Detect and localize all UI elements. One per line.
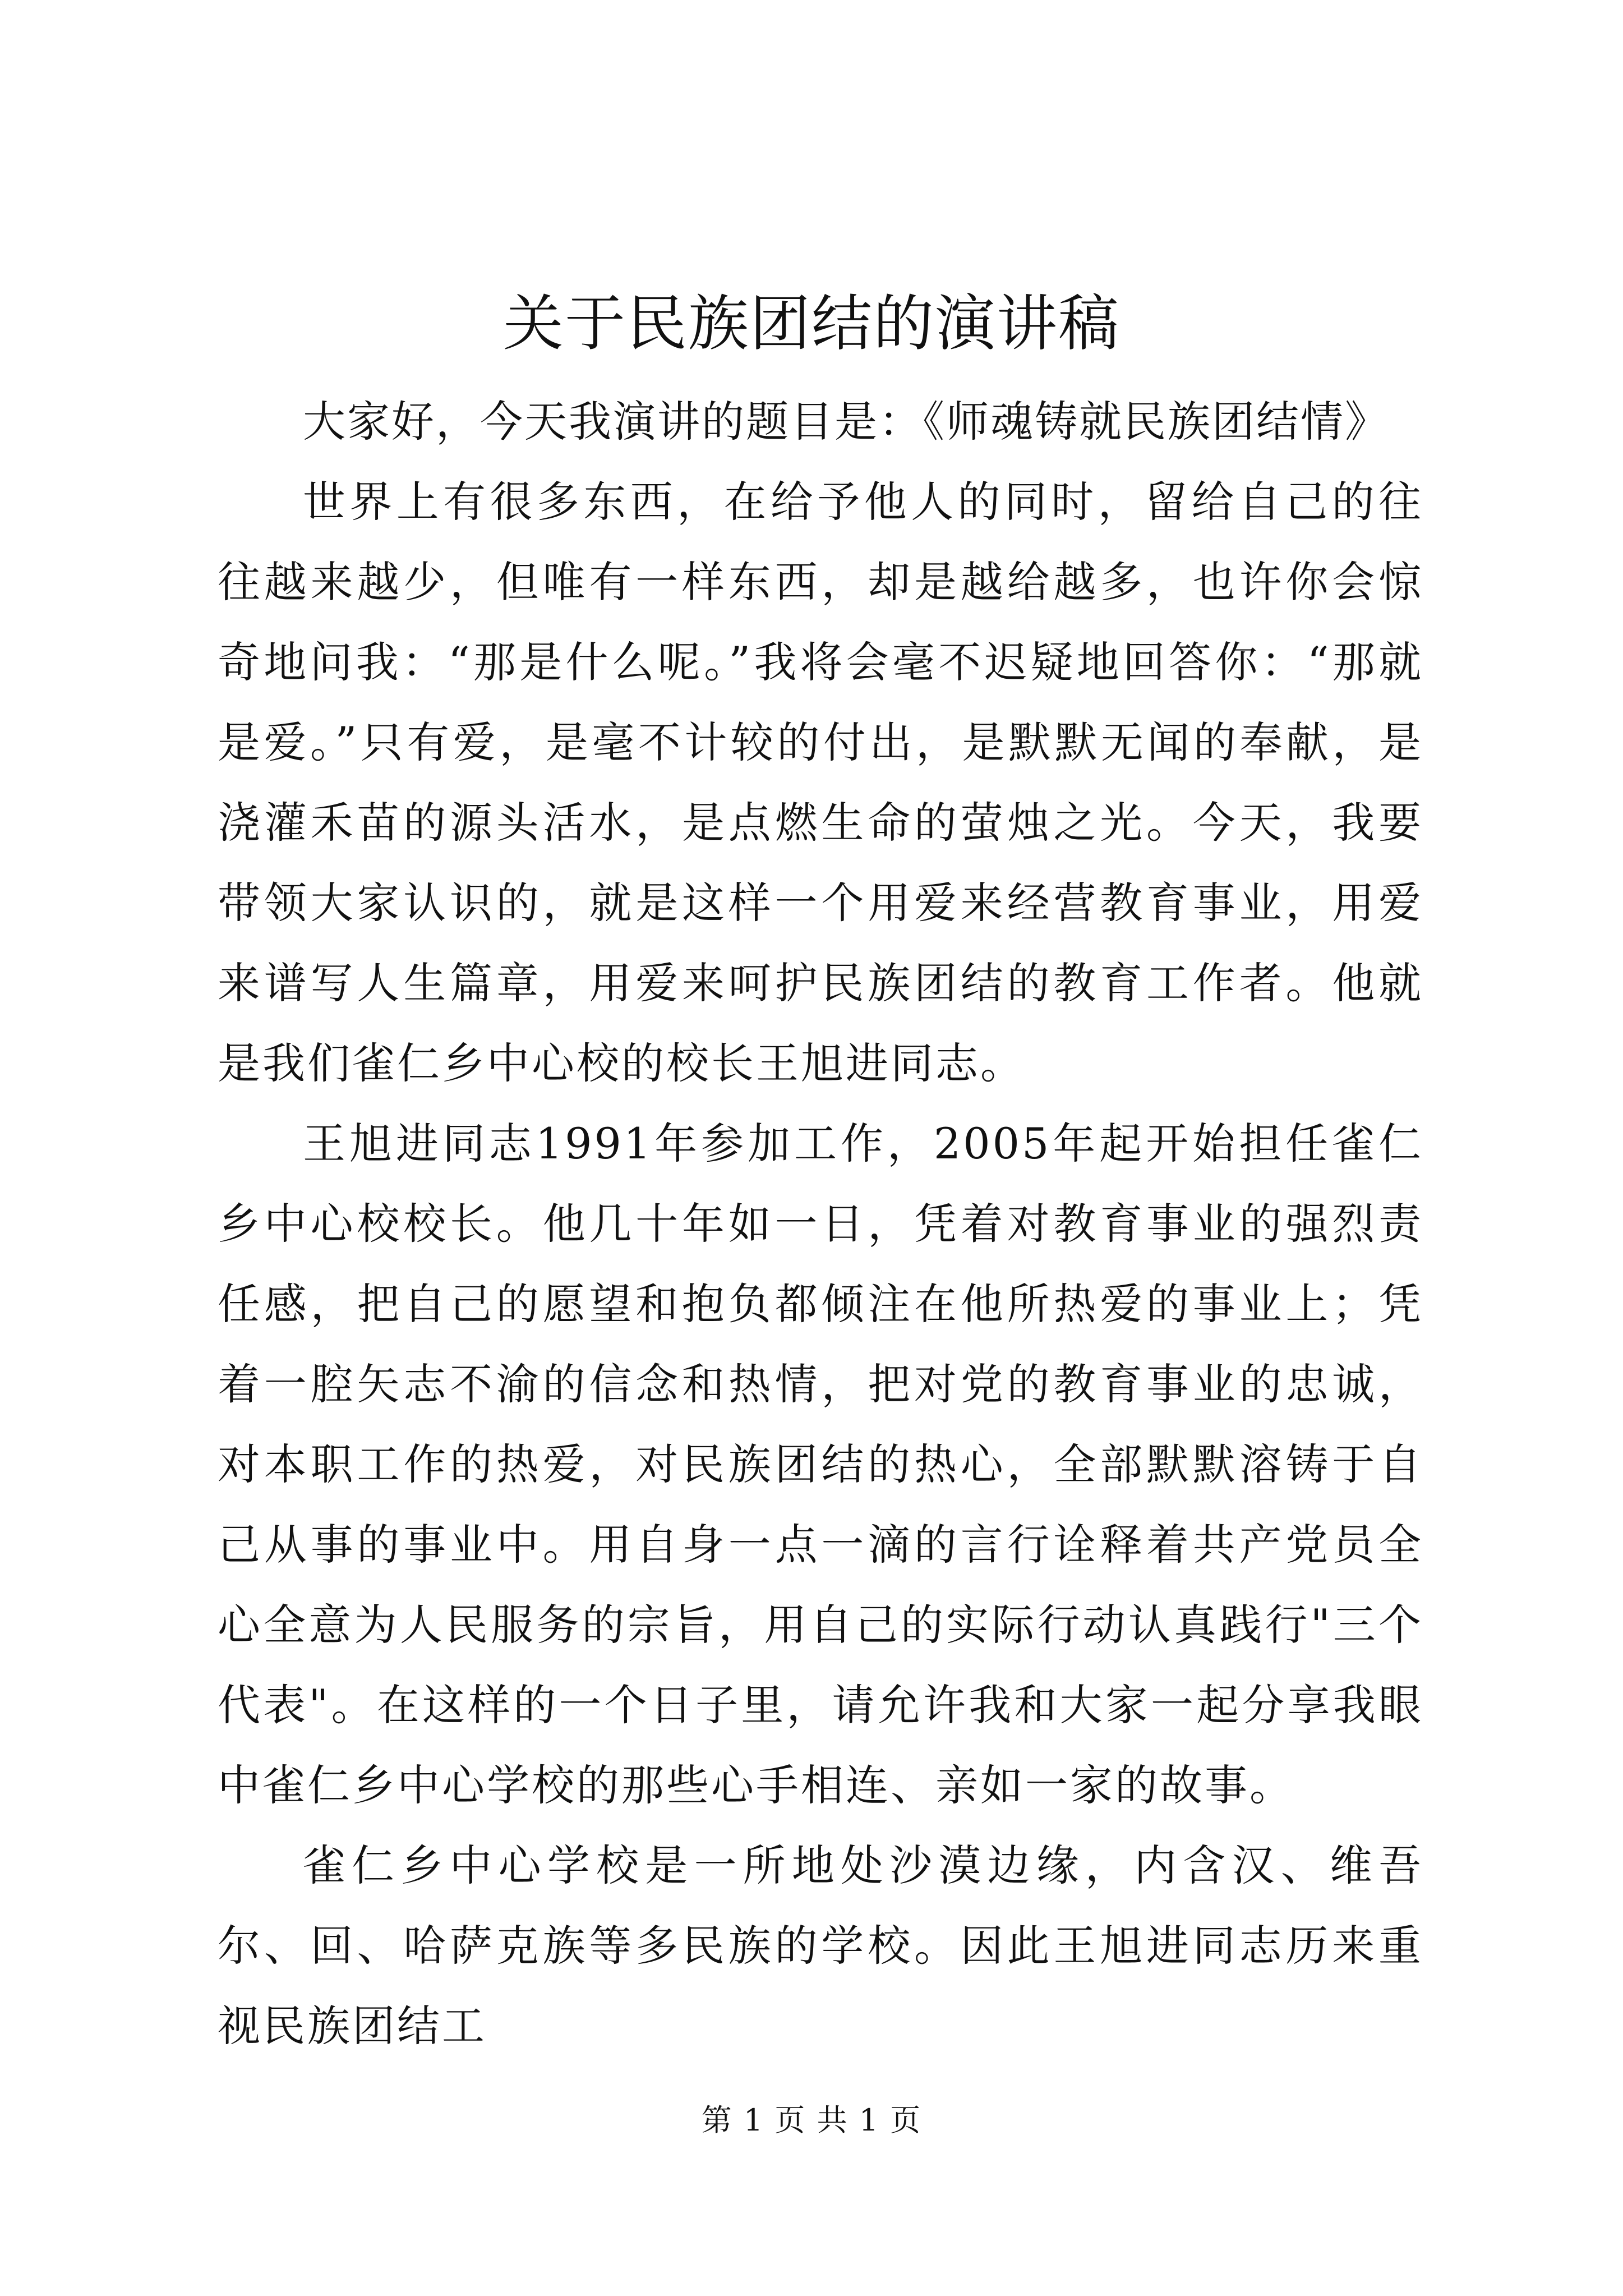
paragraph-school: 雀仁乡中心学校是一所地处沙漠边缘，内含汉、维吾尔、回、哈萨克族等多民族的学校。因此王旭进同志历来重视民族团结工 [218, 1841, 1423, 2051]
document-title: 关于民族团结的演讲稿 [502, 289, 1120, 359]
paragraph-intro: 大家好，今天我演讲的题目是：《师魂铸就民族团结情》 [303, 397, 1389, 447]
paragraph-love: 世界上有很多东西，在给予他人的同时，留给自己的往往越来越少，但唯有一样东西，却是越给越多，也许你会惊奇地问我：“那是什么呢。”我将会毫不迟疑地回答你：“那就是爱。”只有爱，是毫不计较的付出，是默默无闻的奉献，是浇灌禾苗的源头活水，是点燃生命的萤烛之光。今天，我要带领大家认识的，就是这样一个用爱来经营教育事业，用爱来谱写人生篇章，用爱来呵护民族团结的教育工作者。他就是我们雀仁乡中心校的校长王旭进同志。 [218, 477, 1423, 1088]
document-body [218, 381, 1423, 2066]
page-footer: 第 1 页 共 1 页 [701, 2102, 922, 2138]
paragraph-biography: 王旭进同志1991年参加工作，2005年起开始担任雀仁乡中心校校长。他几十年如一日，凭着对教育事业的强烈责任感，把自己的愿望和抱负都倾注在他所热爱的事业上；凭着一腔矢志不渝的信念和热情，把对党的教育事业的忠诚，对本职工作的热爱，对民族团结的热心，全部默默溶铸于自己从事的事业中。用自身一点一滴的言行诠释着共产党员全心全意为人民服务的宗旨，用自己的实际行动认真践行"三个代表"。在这样的一个日子里，请允许我和大家一起分享我眼中雀仁乡中心学校的那些心手相连、亲如一家的故事。 [218, 1119, 1423, 1810]
